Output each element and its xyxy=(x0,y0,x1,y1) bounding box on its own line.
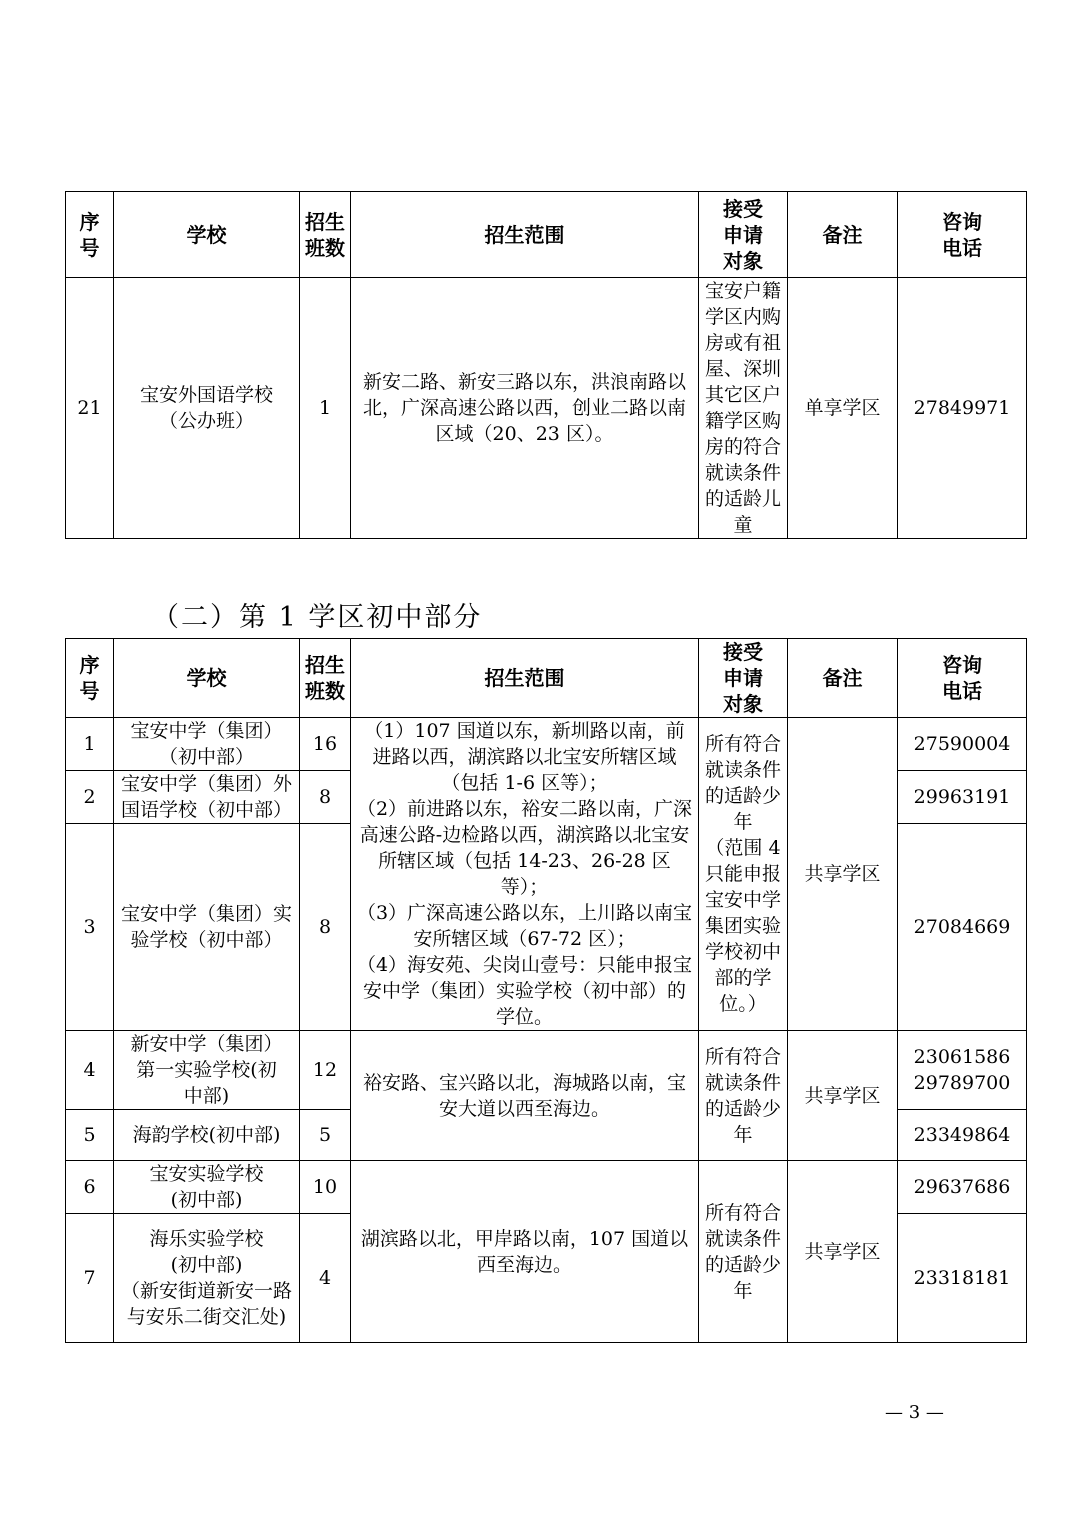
cell-phone: 23318181 xyxy=(898,1214,1027,1343)
header-no: 序 号 xyxy=(66,639,114,718)
cell-note: 单享学区 xyxy=(788,278,898,539)
cell-phone: 27084669 xyxy=(898,824,1027,1031)
cell-classes: 10 xyxy=(300,1161,351,1214)
cell-range: 裕安路、宝兴路以北，海城路以南，宝安大道以西至海边。 xyxy=(351,1031,699,1161)
header-note: 备注 xyxy=(788,192,898,278)
cell-note: 共享学区 xyxy=(788,1031,898,1161)
cell-school: 新安中学（集团） 第一实验学校(初 中部) xyxy=(114,1031,300,1110)
cell-range: （1）107 国道以东，新圳路以南，前进路以西，湖滨路以北宝安所辖区域（包括 1-6 区等）； （2）前进路以东，裕安二路以南，广深高速公路-边检路以西，湖滨路以北宝安所辖区域（包括 14-23、26-28 区等）； （3）广深高速公路以东，上川路以南宝安所辖区域（67-72 区）； （4）海安苑、尖岗山壹号：只能申报宝安中学（集团）实验学校（初中部）的学位。 xyxy=(351,718,699,1031)
table-continuation xyxy=(65,191,1027,539)
cell-classes: 16 xyxy=(300,718,351,771)
cell-applicant: 宝安户籍学区内购房或有祖屋、深圳其它区户籍学区购房的符合就读条件的适龄儿童 xyxy=(699,278,788,539)
cell-phone: 23061586 29789700 xyxy=(898,1031,1027,1110)
cell-phone: 27590004 xyxy=(898,718,1027,771)
cell-school: 宝安实验学校 (初中部) xyxy=(114,1161,300,1214)
header-phone: 咨询 电话 xyxy=(898,639,1027,718)
cell-classes: 12 xyxy=(300,1031,351,1110)
cell-school: 海乐实验学校 (初中部) （新安街道新安一路与安乐二街交汇处) xyxy=(114,1214,300,1343)
cell-school: 海韵学校(初中部) xyxy=(114,1110,300,1161)
header-applicant: 接受 申请 对象 xyxy=(699,192,788,278)
cell-school: 宝安中学（集团） （初中部） xyxy=(114,718,300,771)
cell-school: 宝安外国语学校 （公办班） xyxy=(114,278,300,539)
header-school: 学校 xyxy=(114,192,300,278)
header-school: 学校 xyxy=(114,639,300,718)
cell-applicant: 所有符合就读条件的适龄少年 xyxy=(699,1161,788,1343)
cell-classes: 1 xyxy=(300,278,351,539)
table-row xyxy=(66,1031,1027,1110)
cell-no: 3 xyxy=(66,824,114,1031)
junior-high-table xyxy=(65,638,1027,1343)
cell-no: 7 xyxy=(66,1214,114,1343)
cell-phone: 29963191 xyxy=(898,771,1027,824)
cell-applicant: 所有符合就读条件的适龄少年 （范围 4 只能申报宝安中学集团实验学校初中部的学位。） xyxy=(699,718,788,1031)
cell-no: 6 xyxy=(66,1161,114,1214)
header-range: 招生范围 xyxy=(351,192,699,278)
cell-no: 1 xyxy=(66,718,114,771)
cell-range: 湖滨路以北，甲岸路以南，107 国道以西至海边。 xyxy=(351,1161,699,1343)
table-row xyxy=(66,278,1027,539)
header-no: 序 号 xyxy=(66,192,114,278)
table-header-row xyxy=(66,192,1027,278)
cell-range: 新安二路、新安三路以东，洪浪南路以北，广深高速公路以西，创业二路以南区域（20、23 区）。 xyxy=(351,278,699,539)
cell-no: 5 xyxy=(66,1110,114,1161)
cell-no: 4 xyxy=(66,1031,114,1110)
cell-phone: 29637686 xyxy=(898,1161,1027,1214)
cell-phone: 23349864 xyxy=(898,1110,1027,1161)
cell-no: 2 xyxy=(66,771,114,824)
table-row xyxy=(66,718,1027,771)
cell-phone: 27849971 xyxy=(898,278,1027,539)
table-row xyxy=(66,1161,1027,1214)
header-classes: 招生 班数 xyxy=(300,639,351,718)
cell-no: 21 xyxy=(66,278,114,539)
cell-school: 宝安中学（集团）实验学校（初中部） xyxy=(114,824,300,1031)
section-title: （二）第 1 学区初中部分 xyxy=(152,602,483,633)
cell-classes: 8 xyxy=(300,824,351,1031)
page-number: — 3 — xyxy=(885,1402,944,1423)
header-applicant: 接受 申请 对象 xyxy=(699,639,788,718)
cell-classes: 8 xyxy=(300,771,351,824)
table-header-row xyxy=(66,639,1027,718)
header-note: 备注 xyxy=(788,639,898,718)
cell-note: 共享学区 xyxy=(788,1161,898,1343)
cell-note: 共享学区 xyxy=(788,718,898,1031)
cell-classes: 5 xyxy=(300,1110,351,1161)
cell-applicant: 所有符合就读条件的适龄少年 xyxy=(699,1031,788,1161)
cell-school: 宝安中学（集团）外国语学校（初中部） xyxy=(114,771,300,824)
cell-classes: 4 xyxy=(300,1214,351,1343)
header-phone: 咨询 电话 xyxy=(898,192,1027,278)
header-classes: 招生 班数 xyxy=(300,192,351,278)
header-range: 招生范围 xyxy=(351,639,699,718)
